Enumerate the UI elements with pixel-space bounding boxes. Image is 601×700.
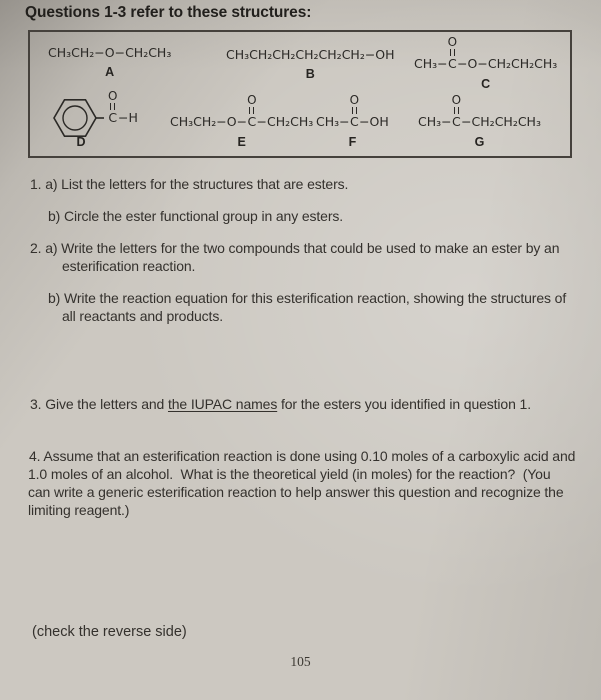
structure-b xyxy=(226,47,395,81)
structure-g-label: G xyxy=(474,135,485,149)
page-number: 105 xyxy=(290,654,311,669)
structure-c xyxy=(414,36,557,91)
carbonyl-group xyxy=(452,94,461,128)
structure-d-label: D xyxy=(76,135,86,149)
structure-f xyxy=(316,94,389,149)
double-bond-icon xyxy=(249,107,254,114)
carbonyl-carbon: C xyxy=(447,56,457,71)
structure-b-formula: CH₃CH₂CH₂CH₂CH₂CH₂−OH xyxy=(226,47,395,62)
carbonyl-carbon: C xyxy=(349,114,359,129)
structure-b-label: B xyxy=(305,67,315,81)
question-3-underlined: the IUPAC names xyxy=(167,396,278,412)
question-1b: b) Circle the ester functional group in any esters. xyxy=(48,208,344,224)
double-bond-icon xyxy=(450,49,455,56)
structure-c-formula xyxy=(414,36,557,72)
carbonyl-carbon: C xyxy=(247,114,257,129)
double-bond-icon xyxy=(352,107,357,114)
question-3-post: for the esters you identified in question 1. xyxy=(277,396,531,412)
structure-c-label: C xyxy=(481,77,491,91)
structure-g-right: −CH₂CH₂CH₃ xyxy=(461,114,541,129)
structure-g-formula xyxy=(418,94,541,130)
structure-a-label: A xyxy=(105,65,115,79)
structure-g-left: CH₃− xyxy=(418,114,452,129)
structure-f-formula xyxy=(316,94,389,130)
double-bond-icon xyxy=(110,103,115,110)
question-1a: 1. a) List the letters for the structures that are esters. xyxy=(30,176,349,192)
carbonyl-group xyxy=(350,94,359,128)
structure-f-label: F xyxy=(348,135,357,149)
question-4-line2: 1.0 moles of an alcohol. What is the theoretical yield (in moles) for the reaction? (You xyxy=(28,466,551,482)
structure-f-left: CH₃− xyxy=(316,114,350,129)
structure-e-left: CH₃CH₂−O− xyxy=(170,114,248,129)
structure-e xyxy=(170,94,313,149)
question-2b-line2: all reactants and products. xyxy=(62,308,223,324)
structure-a xyxy=(48,45,171,79)
page-title: Questions 1-3 refer to these structures: xyxy=(25,4,312,21)
question-4-line1: 4. Assume that an esterification reaction is done using 0.10 moles of a carboxylic acid and xyxy=(29,448,576,464)
structure-a-formula: CH₃CH₂−O−CH₂CH₃ xyxy=(48,45,172,60)
carbonyl-oxygen: O xyxy=(247,93,257,107)
structure-e-label: E xyxy=(237,135,246,149)
structure-c-right: −O−CH₂CH₂CH₃ xyxy=(457,56,558,71)
structure-e-right: −CH₂CH₃ xyxy=(256,114,314,129)
footer-note: (check the reverse side) xyxy=(32,624,187,640)
question-3-pre: 3. Give the letters and xyxy=(30,396,168,412)
question-4-line3: can write a generic esterification reaction to help answer this question and recognize the xyxy=(28,484,564,500)
carbonyl-carbon: C xyxy=(451,114,461,129)
question-2a-line2: esterification reaction. xyxy=(62,258,196,274)
carbonyl-oxygen: O xyxy=(447,35,458,49)
carbonyl-group xyxy=(247,94,256,128)
question-3 xyxy=(30,396,531,412)
carbonyl-oxygen: O xyxy=(349,93,360,107)
benzene-ring-icon xyxy=(52,96,104,140)
double-bond-icon xyxy=(454,107,459,114)
structure-d-right: −H xyxy=(118,110,138,125)
question-2b-line1: b) Write the reaction equation for this esterification reaction, showing the structures of xyxy=(48,290,567,306)
structure-d xyxy=(52,88,174,148)
structure-c-left: CH₃− xyxy=(414,56,448,71)
structure-g xyxy=(418,94,541,149)
carbonyl-group xyxy=(448,36,457,70)
structure-f-right: −OH xyxy=(359,114,389,129)
carbonyl-oxygen: O xyxy=(451,93,462,107)
carbonyl-carbon: C xyxy=(108,110,118,125)
question-4-line4: limiting reagent.) xyxy=(28,502,130,518)
carbonyl-group xyxy=(108,90,117,124)
question-2a-line1: 2. a) Write the letters for the two compounds that could be used to make an ester by an xyxy=(30,240,560,256)
carbonyl-oxygen: O xyxy=(108,89,118,103)
structure-e-formula xyxy=(170,94,313,130)
